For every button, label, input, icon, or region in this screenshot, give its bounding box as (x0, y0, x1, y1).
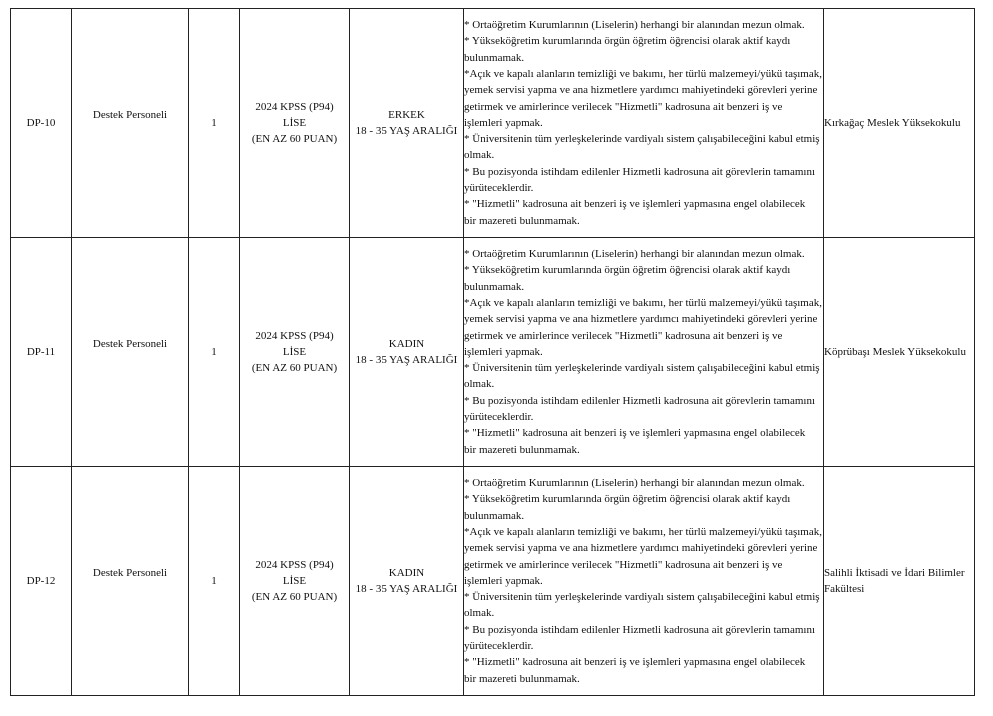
position-code-cell (11, 238, 72, 467)
position-code-cell (11, 9, 72, 238)
exam-requirement-cell (240, 238, 350, 467)
requirement-line: bulunmamak. (464, 509, 525, 522)
position-title-cell (72, 9, 189, 238)
gender-age-line: 18 - 35 YAŞ ARALIĞI (355, 583, 458, 595)
gender-age-line: KADIN (388, 337, 425, 350)
requirement-line: getirmek ve amirlerince verilecek "Hizmetli" kadrosuna ait benzeri iş ve (464, 100, 783, 113)
requirement-line: * "Hizmetli" kadrosuna ait benzeri iş ve işlemleri yapmasına engel olabilecek (464, 427, 806, 440)
requirement-line: yürüteceklerdir. (464, 182, 534, 195)
requirement-line: yürüteceklerdir. (464, 640, 534, 653)
exam-line: 2024 KPSS (P94) (255, 100, 334, 113)
position-title-cell (72, 238, 189, 467)
requirement-line: getirmek ve amirlerince verilecek "Hizmetli" kadrosuna ait benzeri iş ve (464, 329, 783, 342)
requirement-line: yürüteceklerdir. (464, 411, 534, 424)
requirement-line: * Ortaöğretim Kurumlarının (Liselerin) herhangi bir alanından mezun olmak. (464, 477, 805, 490)
position-count: 1 (211, 116, 217, 129)
requirement-line: * Yükseköğretim kurumlarında örgün öğretim öğrencisi olarak aktif kaydı (464, 264, 791, 277)
exam-line: (EN AZ 60 PUAN) (251, 362, 338, 375)
unit-name-line: Fakültesi (824, 583, 865, 595)
requirement-line: bir mazereti bulunmamak. (464, 214, 580, 227)
requirements-cell (464, 9, 824, 238)
requirement-line: *Açık ve kapalı alanların temizliği ve bakımı, her türlü malzemeyi/yükü taşımak, (464, 67, 822, 80)
requirement-line: işlemleri yapmak. (464, 116, 543, 129)
position-code: DP-10 (26, 116, 56, 129)
requirement-line: bir mazereti bulunmamak. (464, 672, 580, 685)
position-title-cell (72, 467, 189, 696)
exam-requirement-cell (240, 467, 350, 696)
requirement-line: bir mazereti bulunmamak. (464, 443, 580, 456)
requirement-line: yemek servisi yapma ve ana hizmetlere yardımcı mahiyetindeki görevleri yerine (464, 84, 818, 97)
exam-line: 2024 KPSS (P94) (255, 558, 334, 571)
requirement-line: * Bu pozisyonda istihdam edilenler Hizmetli kadrosuna ait görevlerin tamamını (464, 394, 815, 407)
requirement-line: bulunmamak. (464, 280, 525, 293)
requirement-line: * Üniversitenin tüm yerleşkelerinde vardiyalı sistem çalışabileceğini kabul etmiş (464, 133, 820, 146)
unit-name-line: Köprübaşı Meslek Yüksekokulu (824, 345, 966, 358)
requirement-line: işlemleri yapmak. (464, 574, 543, 587)
table-row (11, 467, 975, 696)
requirement-line: *Açık ve kapalı alanların temizliği ve bakımı, her türlü malzemeyi/yükü taşımak, (464, 525, 822, 538)
exam-line: 2024 KPSS (P94) (255, 329, 334, 342)
exam-line: LİSE (282, 574, 307, 587)
requirement-line: *Açık ve kapalı alanların temizliği ve bakımı, her türlü malzemeyi/yükü taşımak, (464, 296, 822, 309)
unit-cell (824, 238, 975, 467)
gender-age-cell (350, 238, 464, 467)
requirement-line: * "Hizmetli" kadrosuna ait benzeri iş ve işlemleri yapmasına engel olabilecek (464, 198, 806, 211)
requirement-line: getirmek ve amirlerince verilecek "Hizmetli" kadrosuna ait benzeri iş ve (464, 558, 783, 571)
requirement-line: olmak. (464, 378, 495, 391)
exam-line: (EN AZ 60 PUAN) (251, 591, 338, 604)
position-count-cell (189, 238, 240, 467)
table-body (11, 9, 975, 696)
position-code: DP-11 (26, 345, 56, 358)
requirement-line: * Yükseköğretim kurumlarında örgün öğretim öğrencisi olarak aktif kaydı (464, 35, 791, 48)
gender-age-line: 18 - 35 YAŞ ARALIĞI (355, 125, 458, 137)
table-row (11, 9, 975, 238)
requirements-cell (464, 467, 824, 696)
gender-age-line: ERKEK (388, 108, 425, 121)
requirement-line: yemek servisi yapma ve ana hizmetlere yardımcı mahiyetindeki görevleri yerine (464, 313, 818, 326)
requirement-line: * Üniversitenin tüm yerleşkelerinde vardiyalı sistem çalışabileceğini kabul etmiş (464, 591, 820, 604)
requirement-line: bulunmamak. (464, 51, 525, 64)
gender-age-cell (350, 467, 464, 696)
requirement-line: yemek servisi yapma ve ana hizmetlere yardımcı mahiyetindeki görevleri yerine (464, 542, 818, 555)
requirement-line: olmak. (464, 607, 495, 620)
requirement-line: * Ortaöğretim Kurumlarının (Liselerin) herhangi bir alanından mezun olmak. (464, 19, 805, 32)
position-code: DP-12 (26, 574, 56, 587)
requirement-line: * Ortaöğretim Kurumlarının (Liselerin) herhangi bir alanından mezun olmak. (464, 248, 805, 261)
requirement-line: * Bu pozisyonda istihdam edilenler Hizmetli kadrosuna ait görevlerin tamamını (464, 623, 815, 636)
exam-line: (EN AZ 60 PUAN) (251, 133, 338, 146)
requirement-line: * "Hizmetli" kadrosuna ait benzeri iş ve işlemleri yapmasına engel olabilecek (464, 656, 806, 669)
exam-requirement-cell (240, 9, 350, 238)
requirement-line: * Yükseköğretim kurumlarında örgün öğretim öğrencisi olarak aktif kaydı (464, 493, 791, 506)
position-count: 1 (211, 345, 217, 358)
requirement-line: olmak. (464, 149, 495, 162)
unit-name-line: Salihli İktisadi ve İdari Bilimler (824, 566, 965, 579)
gender-age-line: KADIN (388, 566, 425, 579)
requirement-line: işlemleri yapmak. (464, 345, 543, 358)
requirement-line: * Üniversitenin tüm yerleşkelerinde vardiyalı sistem çalışabileceğini kabul etmiş (464, 362, 820, 375)
positions-table (10, 8, 975, 696)
exam-line: LİSE (282, 116, 307, 129)
position-count-cell (189, 9, 240, 238)
position-title: Destek Personeli (92, 566, 168, 579)
unit-name-line: Kırkağaç Meslek Yüksekokulu (824, 116, 961, 129)
requirement-line: * Bu pozisyonda istihdam edilenler Hizmetli kadrosuna ait görevlerin tamamını (464, 165, 815, 178)
position-count: 1 (211, 574, 217, 587)
gender-age-line: 18 - 35 YAŞ ARALIĞI (355, 354, 458, 366)
position-count-cell (189, 467, 240, 696)
position-title: Destek Personeli (92, 337, 168, 350)
exam-line: LİSE (282, 345, 307, 358)
unit-cell (824, 9, 975, 238)
table-row (11, 238, 975, 467)
position-title: Destek Personeli (92, 108, 168, 121)
requirements-cell (464, 238, 824, 467)
position-code-cell (11, 467, 72, 696)
unit-cell (824, 467, 975, 696)
gender-age-cell (350, 9, 464, 238)
